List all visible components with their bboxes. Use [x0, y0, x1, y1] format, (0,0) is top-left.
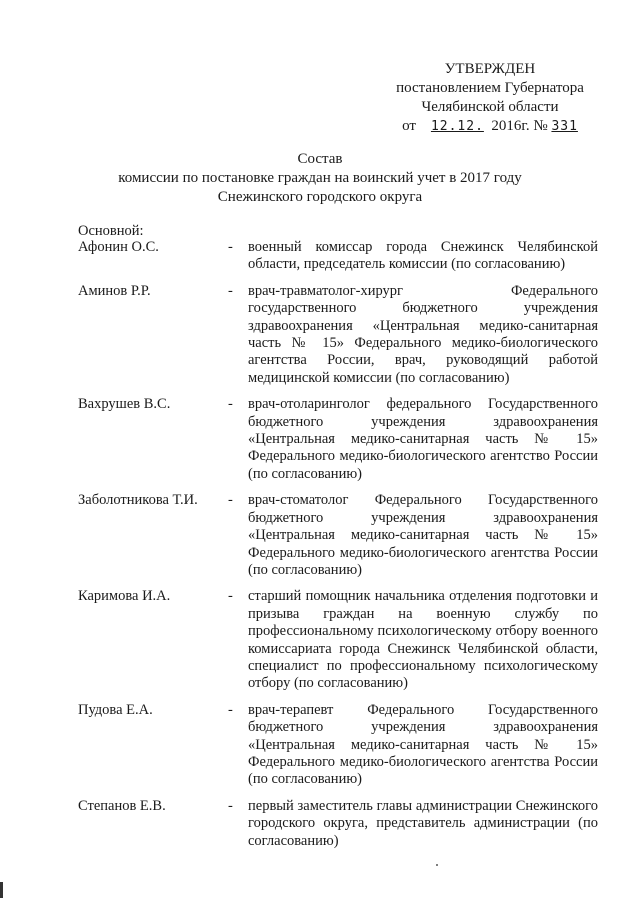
member-row — [78, 283, 598, 387]
heading-line-1: Состав — [297, 151, 343, 167]
member-role: первый заместитель главы администрации Снежинского городского округа, представитель администрации (по согласованию) — [248, 797, 598, 849]
member-dash: - — [228, 492, 233, 509]
member-role: врач-отоларинголог федерального Государственного бюджетного учреждения здравоохранения «Центральная медико-санитарная часть № 15» Федерального медико-биологического агентство России (по согласованию) — [248, 396, 598, 482]
member-row — [78, 798, 598, 850]
section-label: Основной: — [78, 223, 144, 239]
member-role: врач-терапевт Федерального Государственного бюджетного учреждения здравоохранения «Центральная медико-санитарная часть № 15» Федерального медико-биологического агентства России (по согласованию) — [248, 701, 598, 788]
member-role: врач-стоматолог Федерального Государственного бюджетного учреждения здравоохранения «Центральная медико-санитарная часть № 15» Федерального медико-биологического агентства России (по согласованию) — [248, 492, 598, 578]
members-list — [78, 239, 598, 850]
approval-line-1: постановлением Губернатора — [396, 80, 584, 96]
heading-line-2: комиссии по постановке граждан на воинский учет в 2017 году — [118, 170, 522, 186]
scan-speck — [436, 864, 438, 866]
member-row — [78, 396, 598, 483]
year-number-text: 2016г. № — [491, 118, 548, 134]
approval-title: УТВЕРЖДЕН — [444, 61, 536, 77]
member-row — [78, 588, 598, 692]
member-dash: - — [228, 282, 233, 299]
member-row — [78, 239, 598, 274]
heading-line-3: Снежинского городского округа — [217, 189, 423, 205]
member-role: врач-травматолог-хирург Федерального государственного бюджетного учреждения здравоохранения «Центральная медико-санитарная часть № 15» Федерального медико-биологического агентства России, врач, руководящий работой медицинской комиссии (по согласованию) — [248, 282, 598, 386]
member-name: Афонин О.С. — [78, 239, 159, 255]
approval-date-line — [370, 117, 610, 136]
member-dash: - — [228, 239, 233, 255]
member-name: Аминов Р.Р. — [78, 282, 151, 299]
member-row — [78, 702, 598, 789]
member-name: Заболотникова Т.И. — [78, 492, 198, 509]
member-name: Вахрушев В.С. — [78, 396, 171, 413]
member-role: военный комиссар города Снежинск Челябинской области, председатель комиссии (по согласованию) — [248, 239, 598, 273]
approval-line-2: Челябинской области — [421, 99, 559, 115]
handwritten-date: 12.12. — [430, 119, 484, 134]
member-row — [78, 492, 598, 579]
member-name: Пудова Е.А. — [78, 701, 153, 718]
member-name: Степанов Е.В. — [78, 797, 166, 814]
member-dash: - — [228, 396, 233, 413]
member-dash: - — [228, 588, 233, 605]
member-dash: - — [228, 701, 233, 718]
approval-stamp — [370, 60, 610, 136]
date-prefix: от — [402, 118, 416, 134]
member-role: старший помощник начальника отделения подготовки и призыва граждан на военную службу по профессиональному психологическому отбору военного комиссариата города Снежинск Челябинской области, специалист по профессиональному психологическому отбору (по согласованию) — [248, 588, 598, 692]
member-dash: - — [228, 797, 233, 814]
member-name: Каримова И.А. — [78, 588, 171, 605]
handwritten-number: 331 — [551, 119, 578, 134]
document-heading — [40, 150, 600, 207]
scan-edge-mark — [0, 882, 3, 898]
